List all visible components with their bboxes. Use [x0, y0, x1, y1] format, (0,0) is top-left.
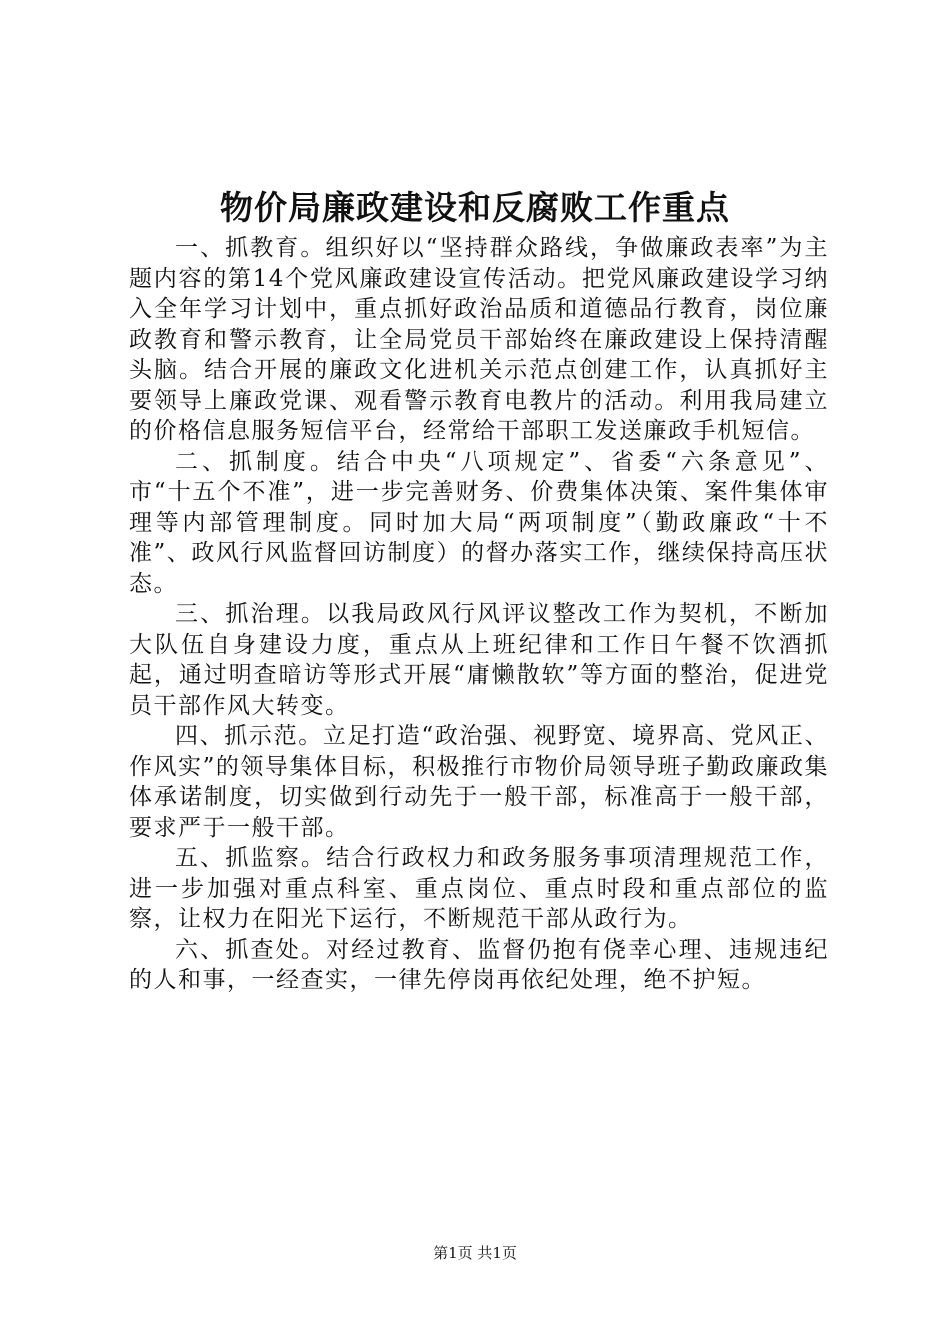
- page-number-footer: 第1页 共1页: [433, 1244, 517, 1262]
- paragraph-investigation: 六、抓查处。对经过教育、监督仍抱有侥幸心理、违规违纪的人和事，一经查实，一律先停岗再依纪处理，绝不护短。: [129, 936, 829, 993]
- paragraph-demonstration: 四、抓示范。立足打造“政治强、视野宽、境界高、党风正、作风实”的领导集体目标，积极推行市物价局领导班子勤政廉政集体承诺制度，切实做到行动先于一般干部，标准高于一般干部，要求严于一般干部。: [129, 723, 829, 841]
- paragraph-governance: 三、抓治理。以我局政风行风评议整改工作为契机，不断加大队伍自身建设力度，重点从上班纪律和工作日午餐不饮酒抓起，通过明查暗访等形式开展“庸懒散软”等方面的整治，促进党员干部作风大转变。: [129, 601, 829, 719]
- document-title: 物价局廉政建设和反腐败工作重点: [220, 188, 730, 227]
- paragraph-supervision: 五、抓监察。结合行政权力和政务服务事项清理规范工作，进一步加强对重点科室、重点岗位、重点时段和重点部位的监察，让权力在阳光下运行，不断规范干部从政行为。: [129, 845, 829, 932]
- document-body: [129, 233, 829, 996]
- paragraph-education: 一、抓教育。组织好以“坚持群众路线，争做廉政表率”为主题内容的第14个党风廉政建设宣传活动。把党风廉政建设学习纳入全年学习计划中，重点抓好政治品质和道德品行教育，岗位廉政教育和警示教育，让全局党员干部始终在廉政建设上保持清醒头脑。结合开展的廉政文化进机关示范点创建工作，认真抓好主要领导上廉政党课、观看警示教育电教片的活动。利用我局建立的价格信息服务短信平台，经常给干部职工发送廉政手机短信。: [129, 235, 829, 444]
- paragraph-system: 二、抓制度。结合中央“八项规定”、省委“六条意见”、市“十五个不准”，进一步完善财务、价费集体决策、案件集体审理等内部管理制度。同时加大局“两项制度”（勤政廉政“十不准”、政风行风监督回访制度）的督办落实工作，继续保持高压状态。: [129, 448, 829, 597]
